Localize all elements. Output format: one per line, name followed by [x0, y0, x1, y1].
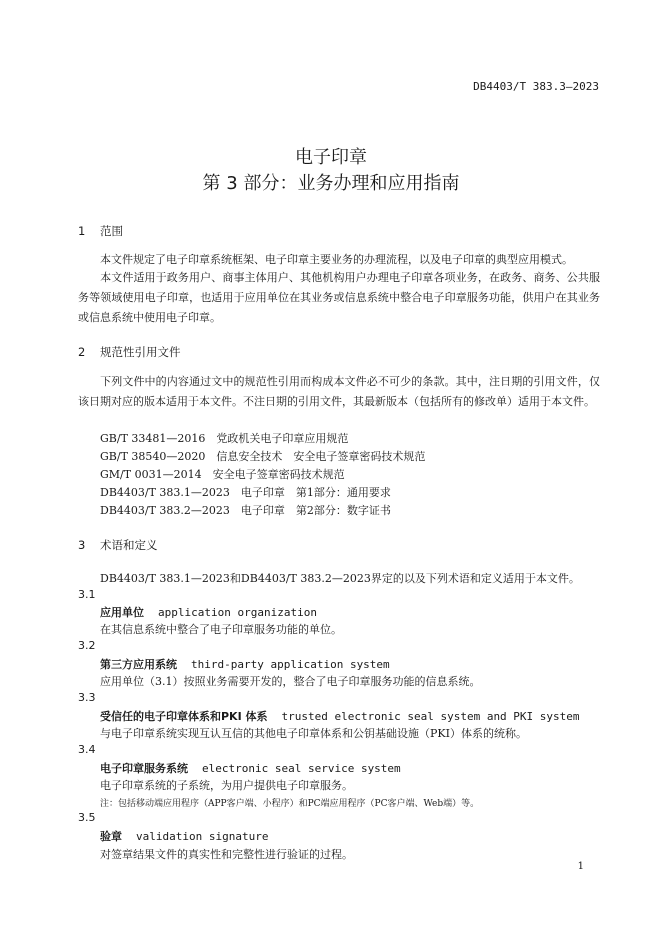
reference-item: DB4403/T 383.1—2023 电子印章 第1部分：通用要求 — [100, 486, 391, 499]
section-title: 规范性引用文件 — [100, 345, 181, 359]
term-title: 应用单位 application organization — [100, 606, 317, 619]
section-heading-scope — [78, 223, 123, 239]
reference-item: GM/T 0031—2014 安全电子签章密码技术规范 — [100, 468, 345, 481]
document-number: DB4403/T 383.3—2023 — [473, 80, 599, 93]
section-title: 术语和定义 — [100, 538, 158, 552]
scope-paragraph-2: 本文件适用于政务用户、商事主体用户、其他机构用户办理电子印章各项业务，在政务、商务、公共服务等领域使用电子印章，也适用于应用单位在其业务或信息系统中整合电子印章服务功能，供用户在其业务或信息系统中使用电子印章。 — [78, 271, 600, 324]
term-definition: 对签章结果文件的真实性和完整性进行验证的过程。 — [100, 848, 353, 861]
term-definition: 应用单位（3.1）按照业务需要开发的，整合了电子印章服务功能的信息系统。 — [100, 675, 481, 688]
section-title: 范围 — [100, 224, 123, 238]
term-title: 验章 validation signature — [100, 830, 269, 843]
term-title: 电子印章服务系统 electronic seal service system — [100, 762, 401, 775]
reference-item: GB/T 38540—2020 信息安全技术 安全电子签章密码技术规范 — [100, 450, 426, 463]
term-number: 3.1 — [78, 588, 96, 601]
section-number: 3 — [78, 538, 86, 552]
term-title: 第三方应用系统 third-party application system — [100, 658, 390, 671]
term-definition: 与电子印章系统实现互认互信的其他电子印章体系和公钥基础设施（PKI）体系的统称。 — [100, 727, 527, 740]
section-heading-normative — [78, 344, 181, 360]
normative-intro: 下列文件中的内容通过文中的规范性引用而构成本文件必不可少的条款。其中，注日期的引用文件，仅该日期对应的版本适用于本文件。不注日期的引用文件，其最新版本（包括所有的修改单）适用于本文件。 — [78, 375, 600, 408]
term-number: 3.3 — [78, 691, 96, 704]
term-definition: 电子印章系统的子系统，为用户提供电子印章服务。 — [100, 779, 353, 792]
term-number: 3.2 — [78, 639, 96, 652]
term-definition: 在其信息系统中整合了电子印章服务功能的单位。 — [100, 623, 342, 636]
document-title: 电子印章 — [295, 147, 367, 168]
section-heading-terms — [78, 537, 158, 553]
term-number: 3.5 — [78, 811, 96, 824]
reference-item: GB/T 33481—2016 党政机关电子印章应用规范 — [100, 432, 349, 445]
terms-intro: DB4403/T 383.1—2023和DB4403/T 383.2—2023界定的以及下列术语和定义适用于本文件。 — [100, 572, 580, 585]
section-number: 1 — [78, 224, 86, 238]
document-subtitle: 第 3 部分：业务办理和应用指南 — [202, 173, 460, 194]
term-number: 3.4 — [78, 743, 96, 756]
term-note: 注：包括移动端应用程序（APP客户端、小程序）和PC端应用程序（PC客户端、Web端）等。 — [100, 799, 480, 809]
section-number: 2 — [78, 345, 86, 359]
reference-item: DB4403/T 383.2—2023 电子印章 第2部分：数字证书 — [100, 504, 391, 517]
scope-paragraph-1: 本文件规定了电子印章系统框架、电子印章主要业务的办理流程，以及电子印章的典型应用模式。 — [100, 253, 573, 266]
page-number: 1 — [577, 861, 584, 872]
term-title: 受信任的电子印章体系和PKI 体系 trusted electronic seal system and PKI system — [100, 710, 580, 723]
